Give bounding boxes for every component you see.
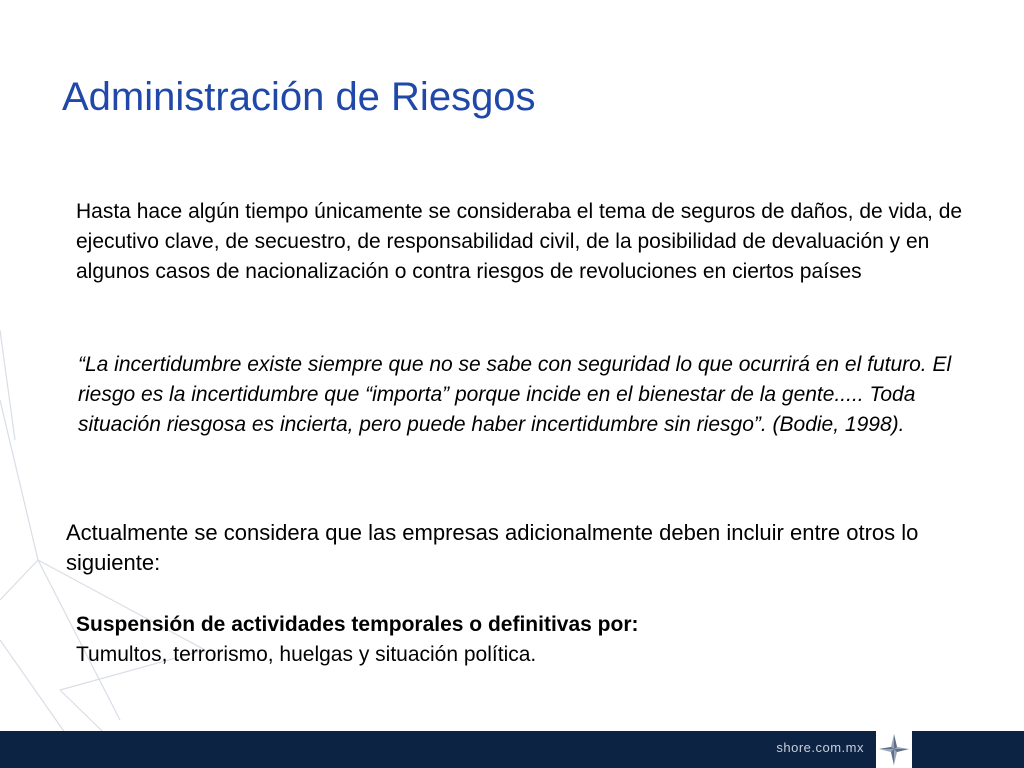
suspension-item-text: Tumultos, terrorismo, huelgas y situación política.	[76, 643, 537, 666]
current-practice-paragraph: Actualmente se considera que las empresas adicionalmente deben incluir entre otros lo siguiente:	[66, 520, 919, 575]
suspension-item-heading: Suspensión de actividades temporales o definitivas por:	[76, 613, 639, 636]
suspension-item	[76, 610, 976, 670]
footer-url: shore.com.mx	[776, 740, 864, 755]
compass-star-icon	[876, 731, 912, 768]
footer-bar	[0, 731, 1024, 768]
slide-title: Administración de Riesgos	[62, 75, 536, 119]
footer-logo	[876, 731, 912, 768]
bodie-quote: “La incertidumbre existe siempre que no se sabe con seguridad lo que ocurrirá en el futuro. El riesgo es la incertidumbre que “importa” porque incide en el bienestar de la gente..... Toda situación riesgosa es incierta, pero puede haber incertidumbre sin riesgo”. (Bodie, 1998).	[78, 353, 952, 436]
intro-paragraph: Hasta hace algún tiempo únicamente se consideraba el tema de seguros de daños, de vida, de ejecutivo clave, de secuestro, de responsabilidad civil, de la posibilidad de devaluación y en algunos casos de nacionalización o contra riesgos de revoluciones en ciertos países	[76, 200, 963, 283]
